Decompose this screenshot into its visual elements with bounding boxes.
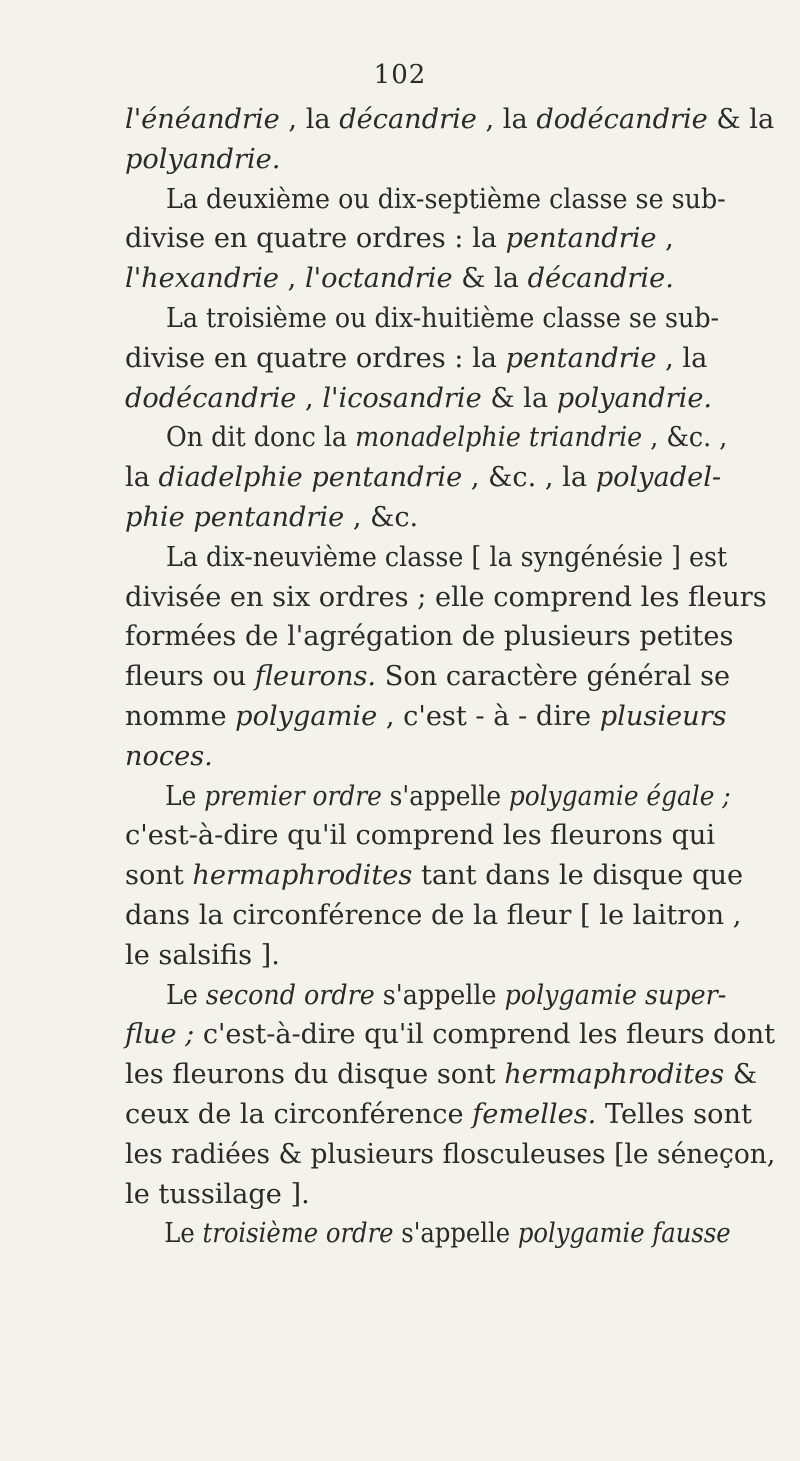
- text-run: les radiées & plusieurs flosculeuses [le séneçon,: [125, 1138, 776, 1170]
- italic-term: phie pentandrie: [125, 501, 345, 533]
- text-run: Le: [166, 979, 206, 1011]
- italic-term: diadelphie pentandrie: [158, 462, 463, 494]
- text-run: la: [125, 462, 159, 494]
- text-line: [125, 578, 775, 618]
- text-run: & la: [452, 263, 528, 295]
- italic-term: hermaphrodites: [504, 1059, 725, 1091]
- text-line: [125, 259, 775, 299]
- italic-term: polygamie égale ;: [508, 780, 731, 812]
- text-run: c'est-à-dire qu'il comprend les fleurs dont: [194, 1019, 776, 1051]
- text-run: s'appelle: [393, 1218, 518, 1250]
- text-line: [125, 140, 775, 180]
- text-line: [125, 100, 775, 140]
- text-run: tant dans le disque que: [412, 860, 744, 892]
- text-run: formées de l'agrégation de plusieurs petites: [125, 621, 734, 653]
- text-line: [125, 219, 775, 259]
- text-run: divise en quatre ordres : la: [125, 342, 506, 374]
- italic-term: second ordre: [205, 979, 375, 1011]
- italic-term: pentandrie: [505, 223, 657, 255]
- text-run: ,: [296, 382, 323, 414]
- italic-term: polygamie fausse: [517, 1218, 731, 1250]
- body-text: [125, 100, 775, 1254]
- text-line: [125, 1055, 775, 1095]
- text-line: [125, 657, 775, 697]
- text-line: [125, 379, 775, 419]
- text-line: [125, 1095, 775, 1135]
- italic-term: femelles.: [472, 1098, 597, 1130]
- text-line: [125, 1175, 775, 1215]
- text-line: [125, 777, 731, 817]
- text-line: [125, 1015, 776, 1055]
- text-run: sont: [125, 860, 193, 892]
- text-line: [125, 617, 775, 657]
- italic-term: décandrie: [339, 104, 477, 135]
- text-run: fleurs ou: [125, 661, 255, 693]
- italic-term: dodécandrie: [125, 382, 297, 414]
- text-line: [125, 936, 775, 976]
- text-line: [125, 856, 775, 896]
- text-run: dans la circonférence de la fleur [ le laitron ,: [125, 899, 742, 931]
- text-run: La deuxième ou dix-septième classe se sub-: [166, 183, 726, 215]
- italic-term: hermaphrodites: [192, 860, 413, 892]
- text-run: s'appelle: [381, 780, 509, 812]
- text-run: divisée en six ordres ; elle comprend les fleurs: [125, 581, 767, 613]
- text-run: Le: [164, 1218, 203, 1250]
- text-line: [125, 458, 775, 498]
- text-line: [125, 498, 775, 538]
- text-line: [125, 538, 731, 578]
- text-run: La dix-neuvième classe [ la syngénésie ] est: [166, 541, 728, 573]
- text-run: , la: [476, 104, 537, 135]
- text-run: &: [724, 1059, 758, 1091]
- text-run: Le: [165, 780, 205, 812]
- italic-term: l'icosandrie: [322, 382, 482, 414]
- text-run: divise en quatre ordres : la: [125, 223, 506, 255]
- italic-term: noces.: [125, 740, 213, 772]
- italic-term: polyandrie.: [125, 143, 281, 175]
- text-run: Son caractère général se: [376, 661, 731, 693]
- text-run: , la: [656, 342, 708, 374]
- text-run: ceux de la circonférence: [125, 1098, 473, 1130]
- text-line: [125, 1214, 731, 1254]
- text-run: , &c.: [344, 501, 419, 533]
- text-run: & la: [707, 104, 775, 135]
- text-line: [125, 1135, 776, 1175]
- page-number: 102: [373, 60, 427, 90]
- text-run: ,: [279, 263, 305, 295]
- text-run: , &c. ,: [642, 422, 728, 454]
- text-run: , la: [279, 104, 340, 135]
- text-run: s'appelle: [374, 979, 505, 1011]
- italic-term: monadelphie triandrie: [355, 422, 643, 454]
- italic-term: l'octandrie: [304, 263, 453, 295]
- italic-term: polyandrie.: [556, 382, 713, 414]
- italic-term: décandrie.: [527, 263, 674, 295]
- text-run: le tussilage ].: [125, 1178, 310, 1210]
- italic-term: fleurons.: [254, 661, 377, 693]
- text-line: [125, 299, 731, 339]
- italic-term: l'hexandrie: [125, 263, 280, 295]
- italic-term: plusieurs: [599, 700, 727, 732]
- italic-term: troisième ordre: [202, 1218, 394, 1250]
- text-run: & la: [481, 382, 557, 414]
- text-line: [125, 976, 731, 1016]
- text-line: [125, 697, 775, 737]
- text-run: La troisième ou dix-huitième classe se sub-: [166, 302, 720, 334]
- italic-term: polyadel-: [595, 462, 722, 494]
- text-run: nomme: [125, 700, 236, 732]
- text-run: c'est-à-dire qu'il comprend les fleurons qui: [125, 820, 716, 852]
- text-run: , &c. , la: [462, 462, 596, 494]
- text-line: [125, 180, 731, 220]
- italic-term: polygamie: [235, 700, 378, 732]
- text-line: [125, 339, 775, 379]
- italic-term: pentandrie: [505, 342, 657, 374]
- italic-term: dodécandrie: [536, 104, 708, 135]
- text-run: ,: [656, 223, 674, 255]
- text-line: [125, 737, 775, 777]
- text-run: les fleurons du disque sont: [125, 1059, 505, 1091]
- italic-term: polygamie super-: [504, 979, 727, 1011]
- italic-term: l'énéandrie: [125, 104, 280, 135]
- text-line: [125, 418, 731, 458]
- text-line: [125, 896, 775, 936]
- text-run: Telles sont: [596, 1098, 752, 1130]
- text-run: , c'est - à - dire: [377, 700, 600, 732]
- text-run: le salsifis ].: [125, 939, 280, 971]
- text-line: [125, 816, 775, 856]
- italic-term: flue ;: [125, 1019, 195, 1051]
- italic-term: premier ordre: [204, 780, 382, 812]
- text-run: On dit donc la: [166, 422, 356, 454]
